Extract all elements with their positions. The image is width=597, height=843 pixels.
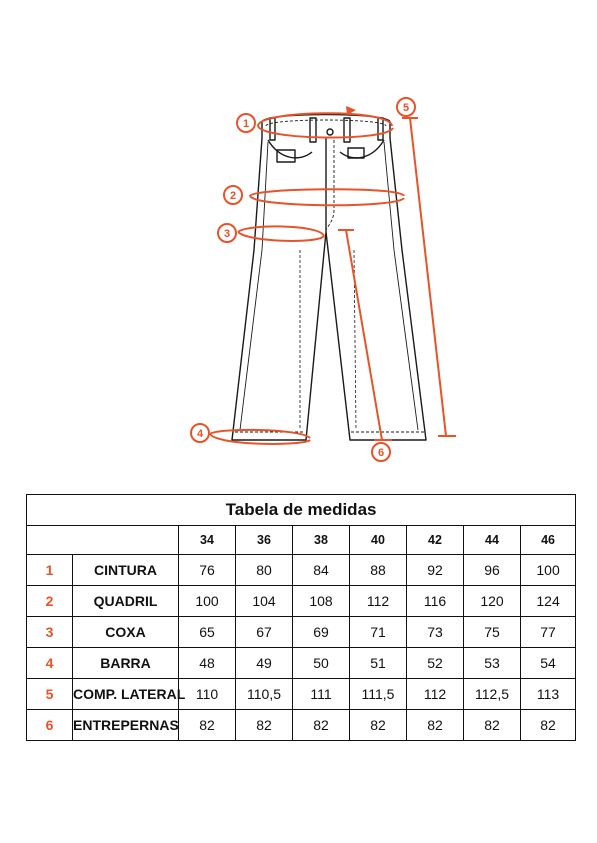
marker-3 [218,224,236,242]
measurement-cell: 112 [350,586,407,617]
measurement-cell: 88 [350,555,407,586]
measurement-cell: 50 [293,648,350,679]
table-row [27,710,576,741]
title-row [27,495,576,526]
marker-1-label: 1 [242,118,250,130]
measurement-cell: 67 [236,617,293,648]
size-table [26,494,576,741]
measurement-cell: 51 [350,648,407,679]
measurement-cell: 80 [236,555,293,586]
measurement-cell: 110,5 [236,679,293,710]
measurement-cell: 65 [179,617,236,648]
row-label: COXA [73,617,179,648]
header-blank-cell [27,526,179,555]
measurement-cell: 52 [407,648,464,679]
table-row [27,679,576,710]
measurement-cell: 110 [179,679,236,710]
table-row [27,648,576,679]
row-label: COMP. LATERAL [73,679,179,710]
row-label: QUADRIL [73,586,179,617]
row-label: ENTREPERNAS [73,710,179,741]
measurement-cell: 108 [293,586,350,617]
measurement-cell: 111,5 [350,679,407,710]
measurement-cell: 112,5 [464,679,521,710]
measurement-cell: 113 [521,679,576,710]
measurement-cell: 116 [407,586,464,617]
measurement-cell: 100 [521,555,576,586]
measurement-cell: 82 [293,710,350,741]
row-number: 5 [27,679,73,710]
measurement-cell: 82 [464,710,521,741]
marker-5 [397,98,415,116]
size-header: 38 [293,526,350,555]
marker-6-label: 6 [377,447,385,459]
row-number: 1 [27,555,73,586]
marker-1 [237,114,255,132]
measurement-cell: 82 [350,710,407,741]
row-number: 3 [27,617,73,648]
measurement-cell: 104 [236,586,293,617]
measurement-cell: 75 [464,617,521,648]
measurement-cell: 82 [236,710,293,741]
row-number: 6 [27,710,73,741]
measurement-cell: 76 [179,555,236,586]
marker-2-label: 2 [229,190,237,202]
size-header-row [27,526,576,555]
measurement-cell: 100 [179,586,236,617]
measurement-cell: 120 [464,586,521,617]
measurement-cell: 82 [521,710,576,741]
measurement-cell: 73 [407,617,464,648]
table-row [27,617,576,648]
table-row [27,586,576,617]
size-header: 42 [407,526,464,555]
marker-2 [224,186,242,204]
row-label: BARRA [73,648,179,679]
marker-4 [191,424,209,442]
size-header: 34 [179,526,236,555]
table-row [27,555,576,586]
measurement-cell: 49 [236,648,293,679]
measurement-cell: 82 [179,710,236,741]
measurement-cell: 69 [293,617,350,648]
marker-3-label: 3 [223,228,231,240]
measurement-cell: 112 [407,679,464,710]
marker-6 [372,443,390,461]
measurement-cell: 54 [521,648,576,679]
row-number: 4 [27,648,73,679]
measurement-cell: 48 [179,648,236,679]
measurement-cell: 92 [407,555,464,586]
measurement-cell: 84 [293,555,350,586]
size-header: 36 [236,526,293,555]
size-header: 46 [521,526,576,555]
row-number: 2 [27,586,73,617]
measurement-cell: 53 [464,648,521,679]
measurement-cell: 111 [293,679,350,710]
pants-outline [229,115,426,441]
table-title: Tabela de medidas [27,495,576,526]
measurement-cell: 82 [407,710,464,741]
measurement-cell: 124 [521,586,576,617]
marker-5-label: 5 [402,102,410,114]
measurement-cell: 77 [521,617,576,648]
row-label: CINTURA [73,555,179,586]
marker-4-label: 4 [196,428,204,440]
table-body [27,495,576,741]
size-header: 40 [350,526,407,555]
measurement-cell: 71 [350,617,407,648]
measurement-cell: 96 [464,555,521,586]
size-header: 44 [464,526,521,555]
